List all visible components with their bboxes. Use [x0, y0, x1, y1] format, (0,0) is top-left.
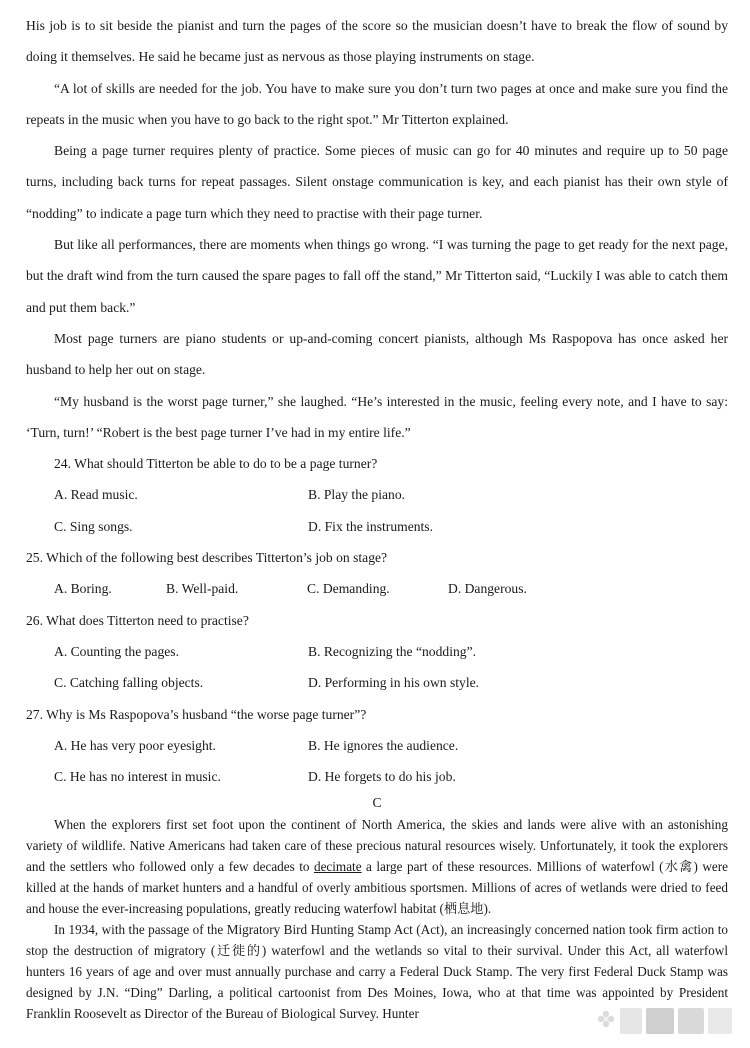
- watermark-block-3: [678, 1008, 704, 1034]
- passage-b-paragraph-3: Being a page turner requires plenty of practice. Some pieces of music can go for 40 minutes and require up to 50 page turns, including back turns for repeat passages. Silent onstage communication is key, and each pianist has their own style of “nodding” to indicate a page turn which they need to practise with their page turner.: [26, 143, 728, 221]
- question-26-option-d: D. Performing in his own style.: [308, 675, 480, 691]
- question-25-option-c: C. Demanding.: [307, 581, 390, 597]
- section-c-paragraph-1: [26, 814, 728, 919]
- question-26-option-a: A. Counting the pages.: [54, 643, 179, 659]
- question-24-options-row-2: [26, 511, 728, 542]
- question-24-option-d: D. Fix the instruments.: [308, 518, 433, 534]
- passage-b-paragraph-6: “My husband is the worst page turner,” she laughed. “He’s interested in the music, feeling every note, and I have to say: ‘Turn, turn!’ “Robert is the best page turner I’ve had in my entire life.”: [26, 393, 728, 440]
- question-24-options-row-1: [26, 479, 728, 510]
- question-25-option-a: A. Boring.: [54, 581, 112, 597]
- passage-b-paragraph-1: His job is to sit beside the pianist and turn the pages of the score so the musician doesn’t have to break the flow of sound by doing it themselves. He said he became just as nervous as those playing instruments on stage.: [26, 18, 728, 65]
- question-25-option-b: B. Well-paid.: [166, 581, 239, 597]
- watermark-logo: [596, 1004, 734, 1038]
- question-24-option-c: C. Sing songs.: [54, 518, 133, 534]
- question-27-options-row-1: [26, 730, 728, 761]
- watermark-block-4: [708, 1008, 732, 1034]
- question-25-stem: 25. Which of the following best describes Titterton’s job on stage?: [26, 550, 388, 566]
- watermark-block-2: [646, 1008, 674, 1034]
- question-27-option-a: A. He has very poor eyesight.: [54, 737, 216, 753]
- question-27-option-c: C. He has no interest in music.: [54, 769, 221, 785]
- question-26-options-row-2: [26, 667, 728, 698]
- section-c-paragraph-1-part-2: a large part of these resources. Millions of waterfowl (水禽) were killed at the hands of market hunters and a handful of overly ambitious sportsmen. Millions of acres of wetlands were dried to feed and house the ever-increasing populations, greatly reducing waterfowl habitat (栖息地).: [26, 859, 728, 917]
- question-26-options-row-1: [26, 636, 728, 667]
- question-26-option-b: B. Recognizing the “nodding”.: [308, 643, 476, 659]
- question-27-stem: 27. Why is Ms Raspopova’s husband “the worse page turner”?: [26, 706, 367, 722]
- question-27-option-d: D. He forgets to do his job.: [308, 769, 456, 785]
- section-c-paragraph-1-part-1: When the explorers first set foot upon the continent of North America, the skies and lands were alive with an astonishing variety of wildlife. Native Americans had taken care of these precious natural resources wisely. Unfortunately, it took the explorers and the settlers who followed only a few decades to: [26, 817, 728, 875]
- section-c-paragraph-2: In 1934, with the passage of the Migratory Bird Hunting Stamp Act (Act), an increasingly concerned nation took firm action to stop the destruction of migratory (迁徙的) waterfowl and the wetlands so vital to their survival. Under this Act, all waterfowl hunters 16 years of age and over must annually purchase and carry a Federal Duck Stamp. The very first Federal Duck Stamp was designed by J.N. “Ding” Darling, a political cartoonist from Des Moines, Iowa, who at that time was appointed by President Franklin Roosevelt as Director of the Bureau of Biological Survey. Hunter: [26, 922, 728, 1022]
- watermark-flower-icon: [596, 1009, 616, 1034]
- question-25-options-row: [26, 573, 728, 604]
- question-24-option-a: A. Read music.: [54, 487, 138, 503]
- underlined-word-decimate: decimate: [313, 859, 362, 875]
- question-27-options-row-2: [26, 761, 728, 792]
- section-c-heading: C: [372, 795, 382, 811]
- passage-b-paragraph-4: But like all performances, there are moments when things go wrong. “I was turning the page to get ready for the next page, but the draft wind from the turn caused the spare pages to fall off the stand,” Mr Titterton said, “Luckily I was able to catch them and put them back.”: [26, 237, 728, 315]
- exam-page: [26, 10, 728, 1024]
- question-25-option-d: D. Dangerous.: [448, 581, 527, 597]
- question-24-stem: 24. What should Titterton be able to do to be a page turner?: [54, 456, 378, 472]
- question-27-option-b: B. He ignores the audience.: [308, 737, 459, 753]
- passage-b-paragraph-5: Most page turners are piano students or up-and-coming concert pianists, although Ms Raspopova has once asked her husband to help her out on stage.: [26, 330, 728, 378]
- watermark-block-1: [620, 1008, 642, 1034]
- question-26-option-c: C. Catching falling objects.: [54, 675, 204, 691]
- question-26-stem: 26. What does Titterton need to practise?: [26, 612, 249, 628]
- question-24-option-b: B. Play the piano.: [308, 487, 406, 503]
- passage-b-paragraph-2: “A lot of skills are needed for the job. You have to make sure you don’t turn two pages at once and make sure you find the repeats in the music when you have to go back to the right spot.” Mr Titterton explained.: [26, 80, 728, 127]
